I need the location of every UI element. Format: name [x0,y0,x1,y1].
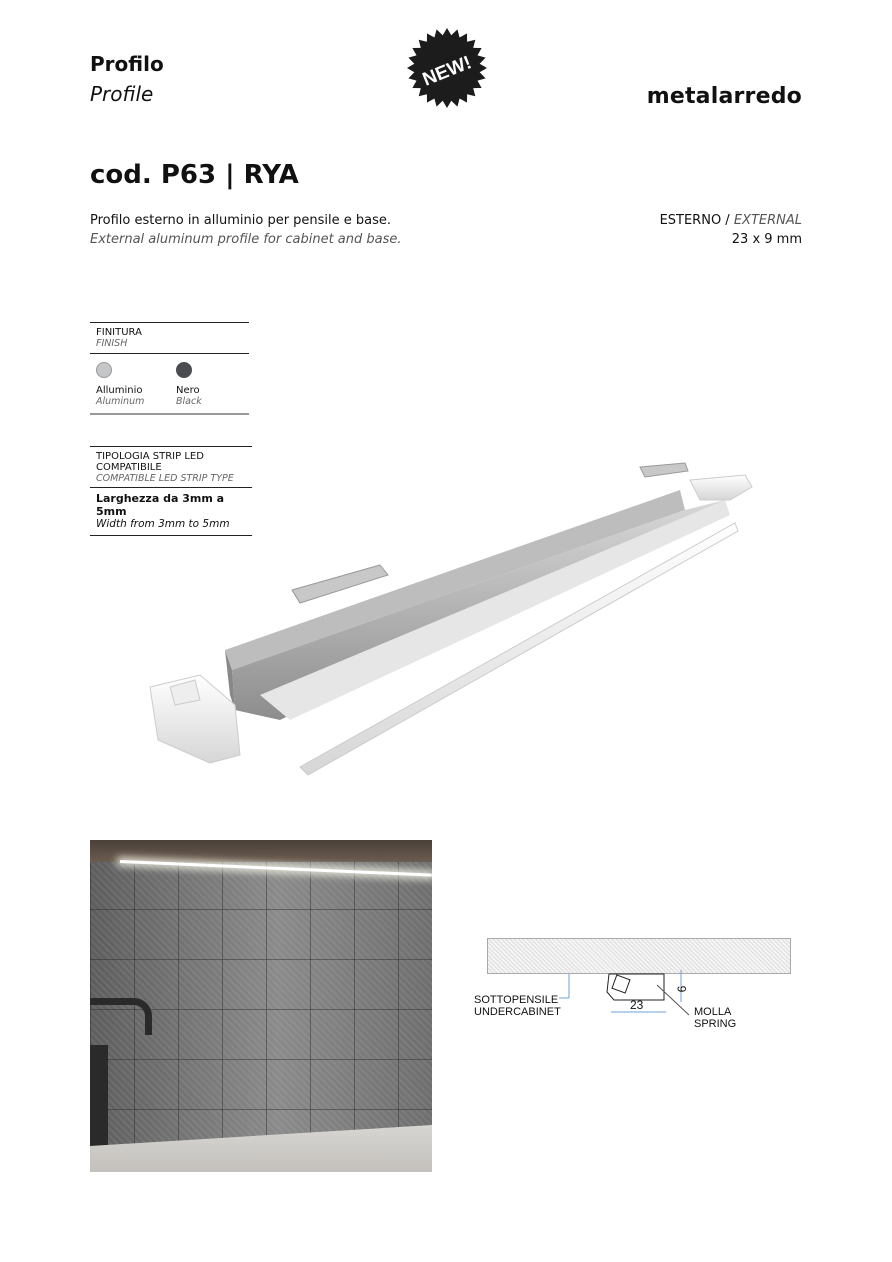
led-label-it-1: TIPOLOGIA STRIP LED [96,451,204,462]
led-value-en: Width from 3mm to 5mm [96,518,230,530]
led-value-it: Larghezza da 3mm a 5mm [96,492,225,518]
brand-logo: metalarredo [646,84,802,109]
black-swatch [176,362,192,378]
undercabinet-en: UNDERCABINET [474,1006,561,1018]
product-exploded-render [140,455,770,785]
spring-en: SPRING [694,1018,737,1030]
mounting-clip [292,565,388,603]
new-badge [405,27,489,109]
option-label-en: Aluminum [96,396,145,407]
option-label-it: Nero [176,385,200,396]
undercabinet-it: SOTTOPENSILE [474,994,559,1006]
finish-option-aluminum [96,362,176,407]
description-it: Profilo esterno in alluminio per pensile e base. [90,213,392,228]
led-label-it-2: COMPATIBILE [96,462,162,473]
finish-option-black [176,362,202,407]
kitchen-installation-photo [90,840,432,1172]
end-cap-right [690,475,752,500]
height-dimension: 9 [674,985,689,993]
cross-section-diagram [474,930,804,1040]
product-size: 23 x 9 mm [731,232,802,247]
option-label-it: Alluminio [96,385,143,396]
aluminum-swatch [96,362,112,378]
led-label-en: COMPATIBLE LED STRIP TYPE [96,473,234,484]
finish-label-it: FINITURA [96,327,142,338]
type-en: EXTERNAL [733,213,802,228]
spring-it: MOLLA [694,1006,732,1018]
section-subtitle: Profile [90,82,154,106]
mounting-clip [640,463,688,477]
undercabinet-label [474,994,561,1018]
option-label-en: Black [176,396,202,407]
section-title: Profilo [90,52,164,76]
spring-label [694,1006,736,1030]
type-it: ESTERNO / [659,213,730,228]
finish-table [90,322,249,415]
product-description [90,211,402,249]
description-en: External aluminum profile for cabinet and base. [90,232,402,247]
width-dimension: 23 [630,998,644,1012]
product-type [660,211,802,249]
end-cap-left [150,675,240,763]
new-badge-text: NEW! [419,52,475,91]
product-code: cod. P63 | RYA [90,160,299,190]
aluminum-profile [225,490,730,720]
finish-label-en: FINISH [96,338,128,349]
